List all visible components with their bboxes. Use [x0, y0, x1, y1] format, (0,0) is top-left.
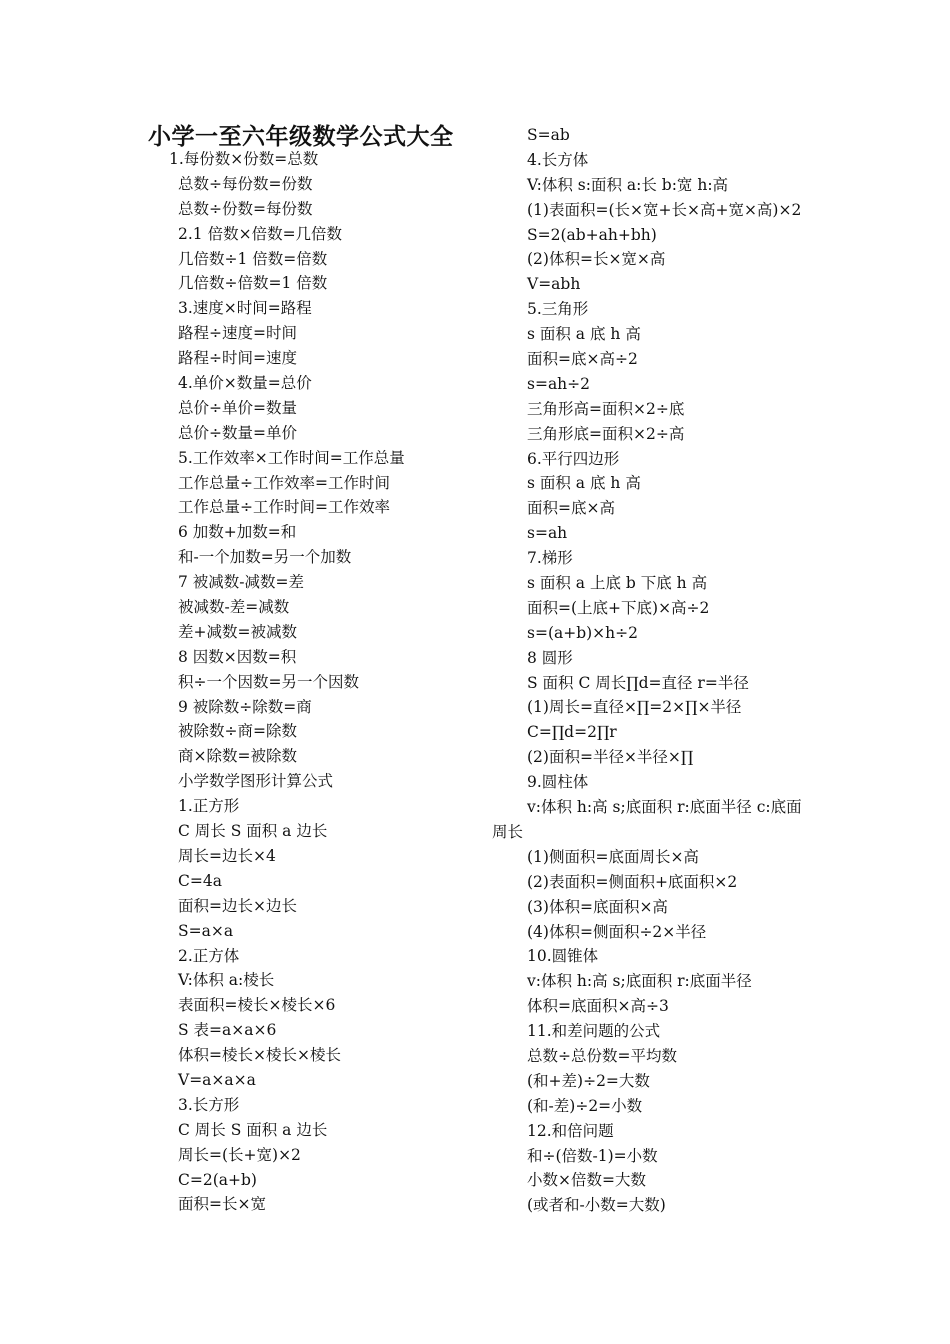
- text-line: C=2(a+b): [178, 1170, 257, 1189]
- text-line: s 面积 a 上底 b 下底 h 高: [527, 574, 708, 593]
- text-line: (1)侧面积=底面周长×高: [527, 847, 699, 866]
- text-line: 7 被减数-减数=差: [178, 573, 305, 592]
- text-line: 6.平行四边形: [527, 449, 620, 468]
- text-line: s=ah: [527, 524, 568, 543]
- text-line: 1.每份数×份数=总数: [169, 150, 319, 168]
- text-line: V=abh: [527, 275, 581, 294]
- document-title: 小学一至六年级数学公式大全: [148, 123, 454, 150]
- text-line: 总数÷总份数=平均数: [527, 1046, 677, 1065]
- text-line: 12.和倍问题: [527, 1121, 614, 1140]
- text-line-wrap: 周长: [492, 822, 524, 841]
- text-line: C 周长 S 面积 a 边长: [178, 1120, 328, 1139]
- text-line: v:体积 h:高 s;底面积 r:底面半径: [527, 972, 752, 991]
- text-line: 体积=棱长×棱长×棱长: [178, 1046, 341, 1065]
- text-line: V=a×a×a: [178, 1070, 256, 1089]
- text-line: 三角形底=面积×2÷高: [527, 424, 685, 443]
- text-line: 小数×倍数=大数: [527, 1171, 646, 1190]
- text-line: s 面积 a 底 h 高: [527, 474, 641, 493]
- text-line: 和÷(倍数-1)=小数: [527, 1146, 658, 1165]
- text-line: 商×除数=被除数: [178, 747, 297, 766]
- text-line: C=∏d=2∏r: [527, 723, 617, 742]
- text-line: S 面积 C 周长∏d=直径 r=半径: [527, 673, 749, 692]
- text-line: V:体积 a:棱长: [178, 971, 275, 990]
- text-line: S=2(ab+ah+bh): [527, 225, 657, 244]
- text-line: 11.和差问题的公式: [527, 1022, 661, 1041]
- text-line: 8 因数×因数=积: [178, 647, 297, 666]
- text-line: (和+差)÷2=大数: [527, 1071, 650, 1090]
- text-line: 三角形高=面积×2÷底: [527, 399, 685, 418]
- text-line: V:体积 s:面积 a:长 b:宽 h:高: [527, 175, 729, 194]
- text-line: (4)体积=侧面积÷2×半径: [527, 922, 707, 941]
- text-line: (1)表面积=(长×宽+长×高+宽×高)×2: [527, 200, 802, 219]
- text-line: 面积=(上底+下底)×高÷2: [527, 598, 710, 617]
- text-line: s=(a+b)×h÷2: [527, 623, 639, 642]
- text-line: 周长=(长+宽)×2: [178, 1145, 301, 1164]
- text-line: S=a×a: [178, 921, 234, 940]
- text-line: 几倍数÷1 倍数=倍数: [178, 249, 328, 268]
- text-line: S=ab: [527, 126, 570, 144]
- left-column: [169, 147, 498, 1217]
- section-heading: 小学数学图形计算公式: [178, 772, 334, 791]
- text-line: 路程÷速度=时间: [178, 324, 297, 343]
- text-line: 工作总量÷工作效率=工作时间: [178, 473, 390, 492]
- text-line: 4.长方体: [527, 150, 589, 169]
- text-line: 2.1 倍数×倍数=几倍数: [178, 224, 343, 243]
- text-line: 5.三角形: [527, 300, 589, 319]
- text-line: 1.正方形: [178, 797, 240, 816]
- text-line: 积÷一个因数=另一个因数: [178, 672, 359, 691]
- text-line: s 面积 a 底 h 高: [527, 325, 641, 344]
- text-line: 路程÷时间=速度: [178, 349, 297, 368]
- text-line: (2)体积=长×宽×高: [527, 250, 666, 269]
- text-line: 10.圆锥体: [527, 947, 599, 966]
- text-line: 面积=长×宽: [178, 1195, 266, 1214]
- text-line: (3)体积=底面积×高: [527, 897, 668, 916]
- text-line: (2)表面积=侧面积+底面积×2: [527, 872, 738, 891]
- text-line: (和-差)÷2=小数: [527, 1096, 643, 1115]
- text-line: v:体积 h:高 s;底面积 r:底面半径 c:底面: [527, 798, 802, 817]
- text-line: 几倍数÷倍数=1 倍数: [178, 274, 328, 293]
- text-line: 面积=边长×边长: [178, 896, 297, 915]
- text-line: 体积=底面积×高÷3: [527, 997, 669, 1016]
- text-line: 4.单价×数量=总价: [178, 374, 312, 393]
- text-line: 5.工作效率×工作时间=工作总量: [178, 448, 405, 467]
- text-line: C=4a: [178, 871, 222, 890]
- text-line: 9 被除数÷除数=商: [178, 697, 312, 716]
- text-line: 面积=底×高: [527, 499, 615, 518]
- text-line: s=ah÷2: [527, 374, 591, 393]
- text-line: (2)面积=半径×半径×∏: [527, 748, 694, 767]
- text-line: 3.速度×时间=路程: [178, 299, 312, 318]
- text-line: 差+减数=被减数: [178, 622, 297, 641]
- text-line: 2.正方体: [178, 946, 240, 965]
- text-line: 3.长方形: [178, 1095, 240, 1114]
- text-line: (1)周长=直径×∏=2×∏×半径: [527, 698, 742, 717]
- right-column: [492, 123, 827, 1218]
- text-line: 9.圆柱体: [527, 773, 589, 792]
- text-line: 8 圆形: [527, 648, 573, 667]
- text-line: 总数÷每份数=份数: [178, 174, 313, 193]
- text-line: 7.梯形: [527, 549, 573, 568]
- text-line: (或者和-小数=大数): [527, 1196, 666, 1215]
- text-line: 总价÷单价=数量: [178, 398, 297, 417]
- text-line: 被除数÷商=除数: [178, 722, 297, 741]
- text-line: 工作总量÷工作时间=工作效率: [178, 498, 390, 517]
- text-line: 面积=底×高÷2: [527, 350, 638, 369]
- text-line: 和-一个加数=另一个加数: [178, 548, 352, 567]
- text-line: S 表=a×a×6: [178, 1021, 277, 1040]
- text-line: 总价÷数量=单价: [178, 423, 297, 442]
- text-line: C 周长 S 面积 a 边长: [178, 822, 328, 841]
- text-line: 周长=边长×4: [178, 846, 276, 865]
- text-line: 6 加数+加数=和: [178, 523, 297, 542]
- text-line: 表面积=棱长×棱长×6: [178, 996, 336, 1015]
- text-line: 总数÷份数=每份数: [178, 199, 313, 218]
- text-line: 被减数-差=减数: [178, 598, 290, 617]
